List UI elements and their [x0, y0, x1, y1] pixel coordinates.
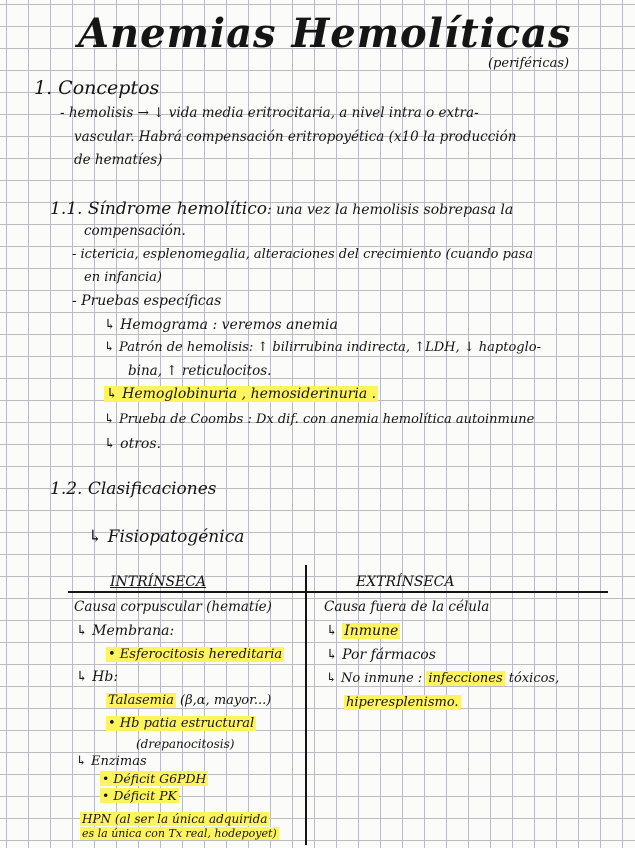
highlight-hemoglobinuria: ↳ Hemoglobinuria , hemosiderinuria .: [106, 386, 377, 402]
section-1-1-line-2: compensación.: [84, 223, 186, 239]
no-inmune-label: ↳ No inmune :: [326, 671, 427, 686]
talasemia-detail: (β,α, mayor...): [175, 693, 272, 708]
section-1-line-3: de hematíes): [74, 152, 163, 168]
intrinseca-line-5: [106, 692, 271, 710]
bullet-coombs: ↳ Prueba de Coombs : Dx dif. con anemia hemolítica autoinmune: [104, 412, 535, 427]
section-1-1-line-3: - ictericia, esplenomegalia, alteraciones del crecimiento (cuando pasa: [72, 247, 534, 262]
table-column-divider: [305, 565, 307, 845]
section-1-heading: 1. Conceptos: [34, 77, 160, 99]
section-1-1-title: 1.1. Síndrome hemolítico: [50, 199, 267, 219]
highlight-hpn-cont: es la única con Tx real, hodepoyet): [82, 827, 277, 840]
intrinseca-line-8: ↳ Enzimas: [76, 754, 147, 769]
intrinseca-line-11: [80, 812, 269, 826]
table-header-extrinseca: EXTRÍNSECA: [356, 574, 455, 590]
highlight-infecciones: infecciones: [428, 671, 503, 686]
bullet-patron-hemolisis-cont: bina, ↑ reticulocitos.: [128, 363, 272, 379]
arrow-inmune: ↳: [326, 623, 343, 639]
bullet-hemograma: ↳ Hemograma : veremos anemia: [104, 317, 338, 333]
intrinseca-line-6: [106, 715, 256, 733]
highlight-hb-patia: • Hb patia estructural: [108, 716, 255, 731]
intrinseca-line-3: [106, 646, 284, 664]
section-1-1-line-4: en infancia): [84, 270, 162, 285]
section-1-1-line-5: - Pruebas específicas: [72, 293, 222, 309]
extrinseca-line-4: [326, 670, 559, 688]
intrinseca-line-4: ↳ Hb:: [76, 669, 119, 685]
table-header-intrinseca: INTRÍNSECA: [110, 574, 207, 590]
intrinseca-line-12: [80, 827, 279, 841]
intrinseca-line-10: [100, 787, 179, 805]
highlight-hpn: HPN (al ser la única adquirida: [82, 812, 268, 826]
extrinseca-line-1: Causa fuera de la célula: [324, 599, 490, 615]
section-1-2-heading: 1.2. Clasificaciones: [50, 479, 217, 499]
bullet-patron-hemolisis: ↳ Patrón de hemolisis: ↑ bilirrubina indirecta, ↑LDH, ↓ haptoglo-: [104, 340, 541, 355]
bullet-otros: ↳ otros.: [104, 436, 161, 452]
intrinseca-line-9: [100, 770, 208, 788]
page-title: Anemias Hemolíticas: [78, 10, 572, 57]
page-subtitle: (periféricas): [488, 56, 570, 71]
extrinseca-line-3: ↳ Por fármacos: [326, 647, 436, 663]
highlight-esferocitosis: • Esferocitosis hereditaria: [108, 647, 283, 662]
intrinseca-line-1: Causa corpuscular (hematíe): [74, 599, 272, 615]
highlight-g6pdh: • Déficit G6PDH: [102, 771, 207, 786]
highlight-talasemia: Talasemia: [108, 693, 174, 708]
table-header-divider: [68, 591, 608, 593]
highlight-hiperesplenismo: hiperesplenismo.: [346, 695, 459, 710]
intrinseca-line-2: ↳ Membrana:: [76, 623, 175, 639]
section-1-1-heading: [50, 199, 513, 220]
section-1-2-sub: ↳ Fisiopatogénica: [88, 527, 245, 547]
extrinseca-line-2: [326, 622, 400, 640]
toxicos-label: tóxicos,: [504, 671, 560, 686]
section-1-line-2: vascular. Habrá compensación eritropoyética (x10 la producción: [74, 129, 517, 145]
extrinseca-line-5: [344, 694, 461, 712]
highlight-inmune: Inmune: [344, 623, 399, 639]
section-1-line-1: - hemolisis → ↓ vida media eritrocitaria, a nivel intra o extra-: [60, 105, 479, 121]
section-1-1-title-rest: : una vez la hemolisis sobrepasa la: [266, 202, 514, 218]
bullet-hemoglobinuria: [104, 385, 378, 403]
intrinseca-line-7: (drepanocitosis): [136, 737, 235, 751]
highlight-pk: • Déficit PK: [102, 788, 177, 803]
